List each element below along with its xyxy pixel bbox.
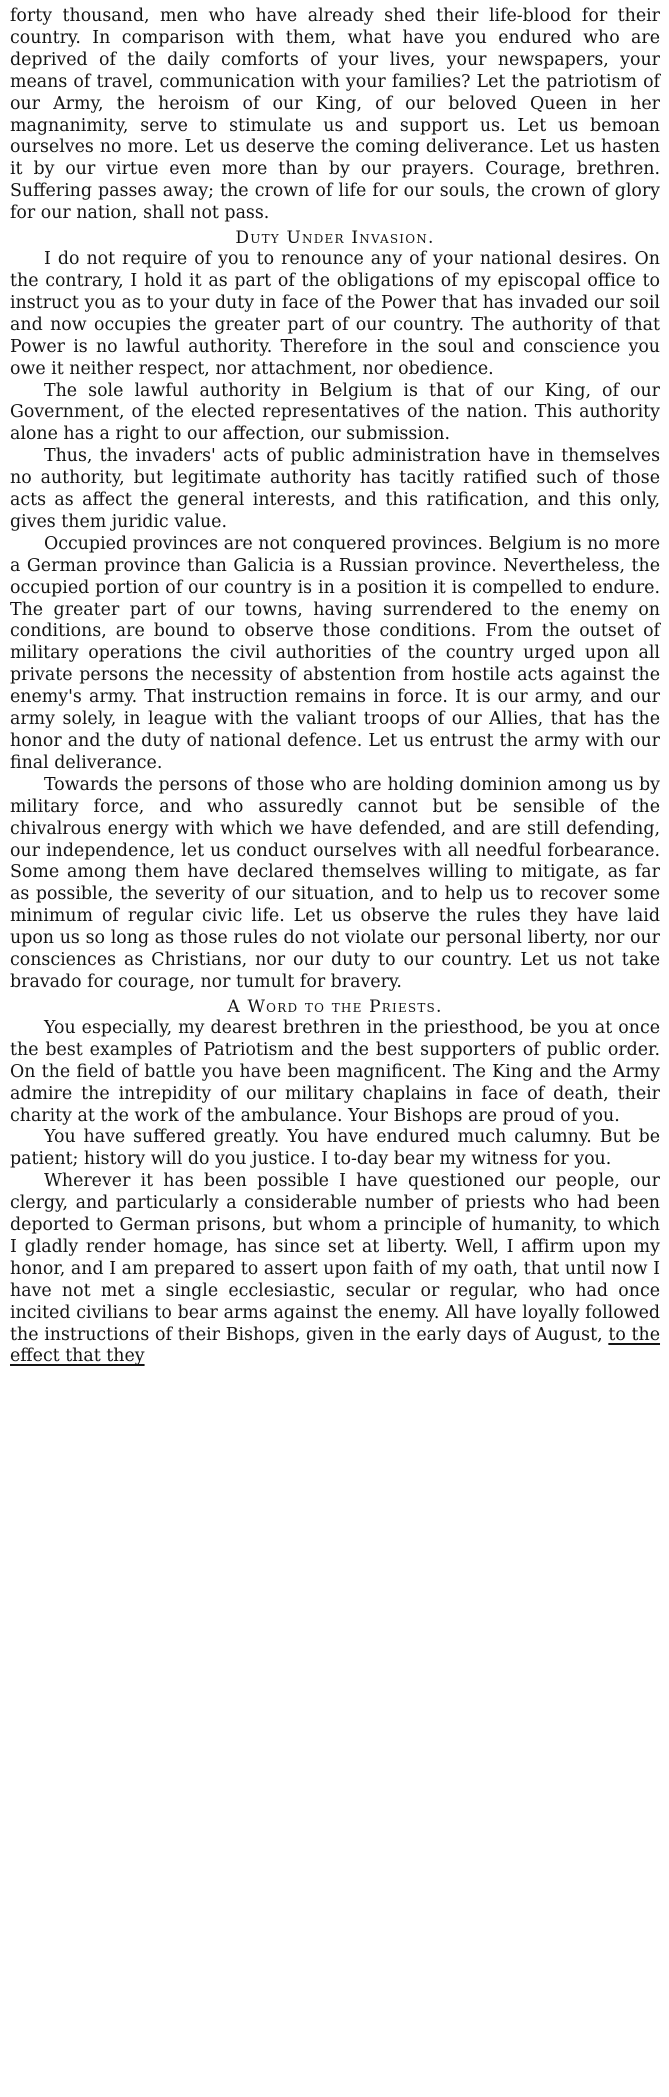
duty-paragraph-4: Occupied provinces are not conquered provinces. Belgium is no more a German province than Galicia is a Russian province. Nevertheless, the occupied portion of our country is in a position it is compelled to endure. The greater part of our towns, having surrendered to the enemy on conditions, are bound to observe those conditions. From the outset of military operations the civil authorities of the country urged upon all private persons the necessity of abstention from hostile acts against the enemy's army. That instruction remains in force. It is our army, and our army solely, in league with the valiant troops of our Allies, that has the honor and the duty of national defence. Let us entrust the army with our final deliverance. — [10, 533, 660, 773]
underlined-phrase: to the effect that they — [10, 1324, 661, 1367]
duty-paragraph-3: Thus, the invaders' acts of public administration have in themselves no authority, but legitimate authority has tacitly ratified such of those acts as affect the general interests, and this ratification, and this only, gives them juridic value. — [10, 446, 660, 532]
duty-paragraph-5: Towards the persons of those who are holding dominion among us by military force, and who assuredly cannot but be sensible of the chivalrous energy with which we have defended, and are still defending, our independence, let us conduct ourselves with all needful forbearance. Some among them have declared themselves willing to mitigate, as far as possible, the severity of our situation, and to help us to recover some minimum of regular civic life. Let us observe the rules they have laid upon us so long as those rules do not violate our personal liberty, nor our consciences as Christians, nor our duty to our country. Let us not take bravado for courage, nor tumult for bravery. — [10, 774, 660, 992]
priests-paragraph-1: You especially, my dearest brethren in the priesthood, be you at once the best examples of Patriotism and the best supporters of public order. On the field of battle you have been magnificent. The King and the Army admire the intrepidity of our military chaplains in face of death, their charity at the work of the ambulance. Your Bishops are proud of you. — [10, 1017, 660, 1126]
priests-paragraph-3 — [10, 1171, 660, 1368]
duty-paragraph-1: I do not require of you to renounce any of your national desires. On the contrary, I hold it as part of the obligations of my episcopal office to instruct you as to your duty in face of the Power that has invaded our soil and now occupies the greater part of our country. The authority of that Power is no lawful authority. Therefore in the soul and conscience you owe it neither respect, nor attachment, nor obedience. — [10, 249, 660, 379]
priests-paragraph-2: You have suffered greatly. You have endured much calumny. But be patient; history will do you justice. I to-day bear my witness for you. — [10, 1127, 660, 1170]
priests-paragraph-3-text: Wherever it has been possible I have questioned our people, our clergy, and particularly a considerable number of priests who had been deported to German prisons, but whom a principle of humanity, to which I gladly render homage, has since set at liberty. Well, I affirm upon my honor, and I am prepared to assert upon faith of my oath, that until now I have not met a single ecclesiastic, secular or regular, who had once incited civilians to bear arms against the enemy. All have loyally followed the instructions of their Bishops, given in the early days of August, — [10, 1171, 660, 1345]
section-heading-word-to-priests: A Word to the Priests. — [227, 996, 443, 1017]
section-heading-duty-under-invasion: Duty Under Invasion. — [235, 228, 435, 249]
duty-paragraph-2: The sole lawful authority in Belgium is that of our King, of our Government, of the elected representatives of the nation. This authority alone has a right to our affection, our submission. — [10, 380, 660, 445]
opening-paragraph: forty thousand, men who have already shed their life-blood for their country. In comparison with them, what have you endured who are deprived of the daily comforts of your lives, your newspapers, your means of travel, communication with your families? Let the patriotism of our Army, the heroism of our King, of our beloved Queen in her magnanimity, serve to stimulate us and support us. Let us bemoan ourselves no more. Let us deserve the coming deliverance. Let us hasten it by our virtue even more than by our prayers. Courage, brethren. Suffering passes away; the crown of life for our souls, the crown of glory for our nation, shall not pass. — [10, 6, 660, 224]
